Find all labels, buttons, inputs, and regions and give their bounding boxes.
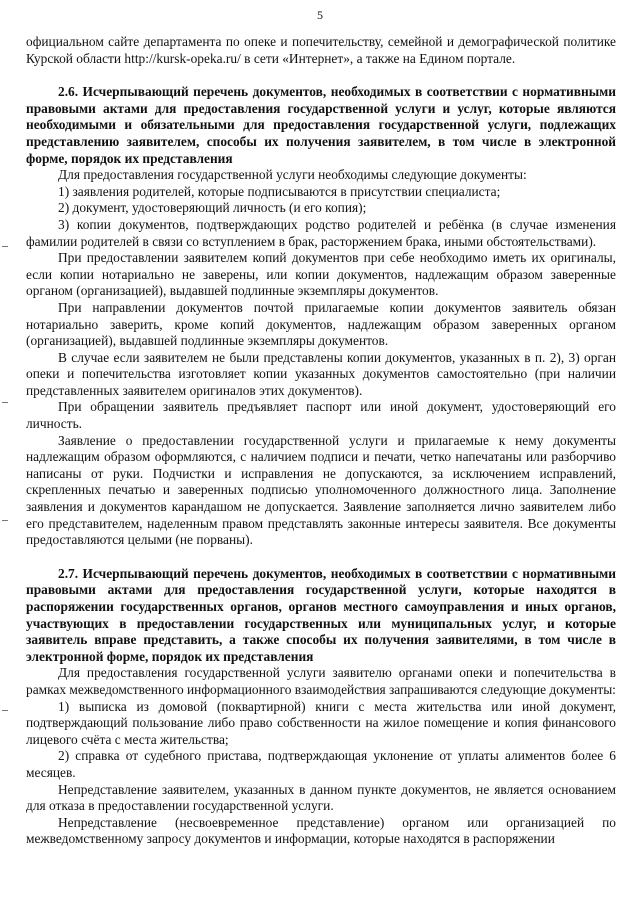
section-2-6-list-item: 3) копии документов, подтверждающих родство родителей и ребёнка (в случае изменения фамилии родителей в связи со вступлением в брак, расторжением брака, иными обстоятельствами).: [26, 216, 616, 249]
scan-margin-mark: [2, 520, 8, 521]
page-number: 5: [317, 8, 323, 22]
section-2-6-paragraph: В случае если заявителем не были представлены копии документов, указанных в п. 2), 3) орган опеки и попечительства изготовляет копии указанных документов самостоятельно (при наличии представленных заявителем оригиналов этих документов).: [26, 349, 616, 398]
section-2-6-paragraph: При обращении заявитель предъявляет паспорт или иной документ, удостоверяющий его личность.: [26, 399, 616, 432]
document-body: [26, 34, 616, 848]
section-2-7-list-item: 1) выписка из домовой (поквартирной) книги с места жительства или иной документ, подтверждающий пользование либо право собственности на жилое помещение и копия финансового лицевого счёта с места жительства;: [26, 698, 616, 747]
section-2-6-paragraph: Для предоставления государственной услуги необходимы следующие документы:: [58, 167, 527, 183]
section-2-6-list-item: 1) заявления родителей, которые подписываются в присутствии специалиста;: [58, 183, 501, 199]
section-2-6-list-item: 2) документ, удостоверяющий личность (и его копия);: [58, 200, 367, 216]
section-2-6-paragraph: Заявление о предоставлении государственной услуги и прилагаемые к нему документы надлежащим образом оформляются, с наличием подписи и печати, четко напечатаны или разборчиво написаны от руки. Подчистки и исправления не допускаются, за исключением исправлений, скрепленных печатью и заверенных подписью уполномоченного должностного лица. Заполнение заявления и документов карандашом не допускается. Заявление заполняется лично заявителем либо его представителем, наделенным правом представлять законные интересы заявителя. Все документы предоставляются целыми (не порваны).: [26, 432, 616, 548]
section-2-6-paragraph: При предоставлении заявителем копий документов при себе необходимо иметь их оригиналы, если копии нотариально не заверены, или копии документов, надлежащим образом заверенные органом (организацией), выдавшей подлинные экземпляры документов.: [26, 250, 616, 299]
section-2-7-paragraph: Для предоставления государственной услуги заявителю органами опеки и попечительства в рамках межведомственного информационного взаимодействия запрашиваются следующие документы:: [26, 665, 616, 697]
section-2-7-list-item: 2) справка от судебного пристава, подтверждающая уклонение от уплаты алиментов более 6 месяцев.: [26, 748, 616, 780]
section-2-7-paragraph: Непредставление (несвоевременное представление) органом или организацией по межведомственному запросу документов и информации, которые находятся в распоряжении: [26, 814, 616, 847]
scan-margin-mark: [2, 246, 8, 247]
section-2-7-paragraph: Непредставление заявителем, указанных в данном пункте документов, не является основанием для отказа в предоставлении государственной услуги.: [26, 781, 616, 814]
section-2-7-heading: 2.7. Исчерпывающий перечень документов, необходимых в соответствии с нормативными правовыми актами для предоставления государственной услуги, которые находятся в распоряжении государственных органов, органов местного самоуправления и иных органов, участвующих в предоставлении государственных или муниципальных услуг, и которые заявитель вправе представить, а также способы их получения заявителями, в том числе в электронной форме, порядок их представления: [26, 565, 616, 664]
section-2-6-paragraph: При направлении документов почтой прилагаемые копии документов заявитель обязан нотариально заверить, кроме копий документов, надлежащим образом заверенных органом (организацией), выдавшей подлинные экземпляры документов.: [26, 299, 616, 349]
scan-margin-mark: [2, 402, 8, 403]
intro-paragraph: официальном сайте департамента по опеке и попечительству, семейной и демографической политике Курской области http://kursk-opeka.ru/ в сети «Интернет», а также на Едином портале.: [26, 34, 616, 66]
section-2-6-heading: 2.6. Исчерпывающий перечень документов, необходимых в соответствии с нормативными правовыми актами для предоставления государственной услуги и услуг, которые являются необходимыми и обязательными для предоставления государственной услуги, подлежащих представлению заявителем, способы их получения заявителем, в том числе в электронной форме, порядок их представления: [26, 84, 616, 166]
scan-margin-mark: [2, 710, 8, 711]
